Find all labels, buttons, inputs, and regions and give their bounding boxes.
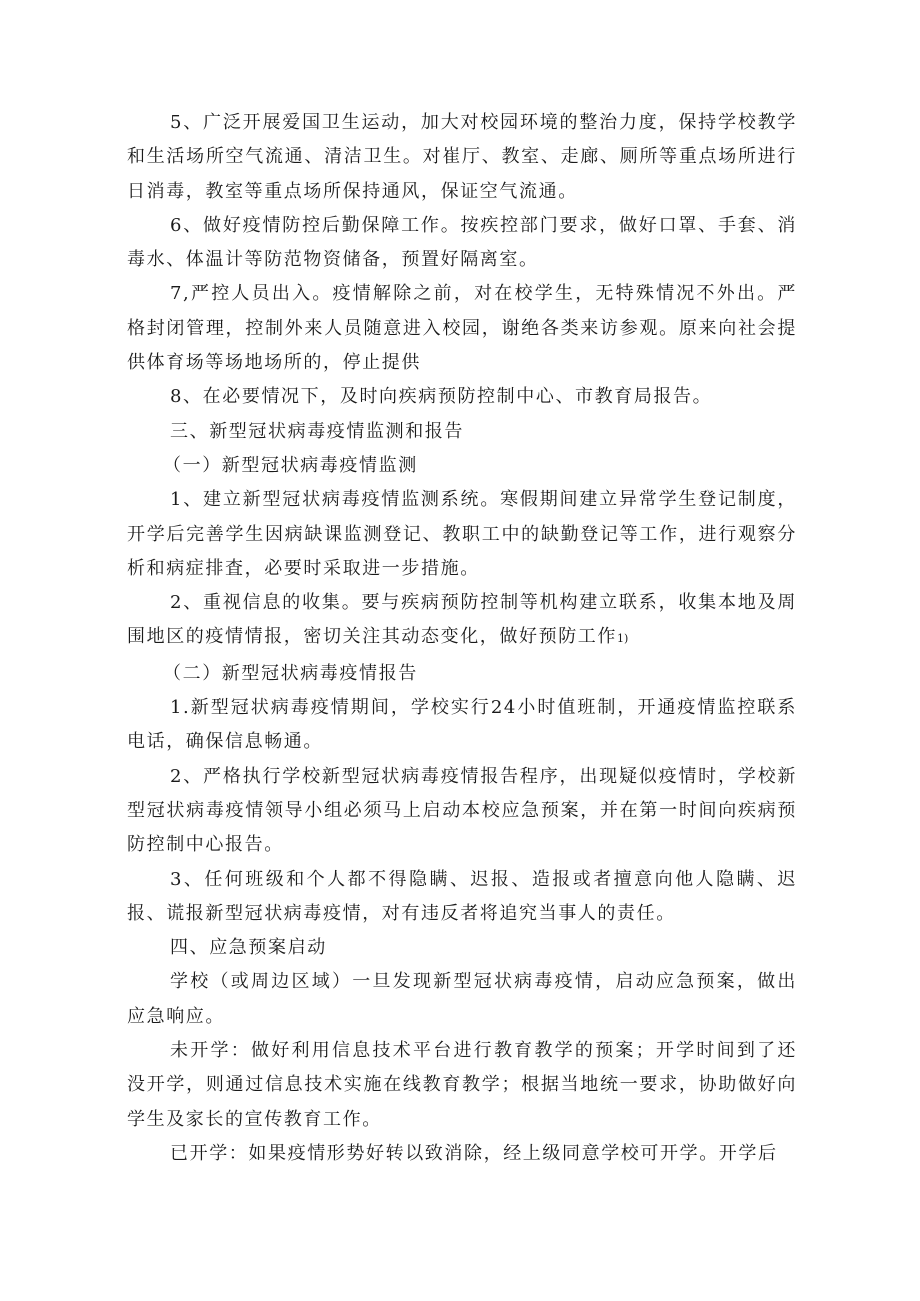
paragraph-item-5: 5、广泛开展爱国卫生运动，加大对校园环境的整治力度，保持学校教学和生活场所空气流通、清洁卫生。对崔厅、教室、走廊、厕所等重点场所进行日消毒，教室等重点场所保持通风，保证空气流通。 (127, 112, 797, 202)
subsection-1-heading: （一）新型冠状病毒疫情监测 (163, 454, 418, 476)
monitoring-paragraph-2-text: 2、重视信息的收集。要与疾病预防控制等机构建立联系，收集本地及周围地区的疫情情报，密切关注其动态变化，做好预防工作 (127, 592, 797, 648)
section-4-heading: 四、应急预案启动 (170, 937, 327, 959)
paragraph-item-7: 7,严控人员出入。疫情解除之前，对在校学生，无特殊情况不外出。严格封闭管理，控制外来人员随意进入校园，谢绝各类来访参观。原来向社会提供体育场等场地场所的，停止提供 (127, 283, 797, 374)
monitoring-paragraph-1: 1、建立新型冠状病毒疫情监测系统。寒假期间建立异常学生登记制度，开学后完善学生因病缺课监测登记、教职工中的缺勤登记等工作，进行观察分析和病症排査，必要时采取进一步措施。 (127, 489, 797, 579)
monitoring-paragraph-2 (127, 586, 797, 657)
emergency-paragraph-2: 未开学：做好利用信息技术平台进行教育教学的预案；开学时间到了还没开学，则通过信息技术实施在线教育教学；根据当地统一要求，协助做好向学生及家长的宣传教育工作。 (127, 1040, 797, 1130)
document-body (127, 106, 797, 1171)
report-paragraph-3: 3、任何班级和个人都不得隐瞒、迟报、造报或者擅意向他人隐瞒、迟报、谎报新型冠状病毒疫情，对有违反者将追究当事人的责任。 (127, 868, 797, 924)
section-3-heading: 三、新型冠状病毒疫情监测和报告 (170, 420, 464, 442)
paragraph-item-6: 6、做好疫情防控后勤保障工作。按疾控部门要求，做好口罩、手套、消毒水、体温计等防范物资储备，预置好隔离室。 (127, 214, 797, 271)
emergency-paragraph-1: 学校（或周边区域）一旦发现新型冠状病毒疫情，启动应急预案，做出应急响应。 (127, 971, 797, 1027)
report-paragraph-2: 2、严格执行学校新型冠状病毒疫情报告程序，出现疑似疫情时，学校新型冠状病毒疫情领导小组必须马上启动本校应急预案，并在第一时间向疾病预防控制中心报告。 (127, 765, 797, 856)
subsection-2-heading: （二）新型冠状病毒疫情报告 (163, 662, 418, 684)
emergency-paragraph-3: 已开学：如果疫情形势好转以致消除，经上级同意学校可开学。开学后 (170, 1142, 778, 1164)
report-paragraph-1: 1.新型冠状病毒疫情期间，学校实行24小时值班制，开通疫情监控联系电话，确保信息畅通。 (127, 697, 797, 753)
footnote-mark: 1) (617, 632, 629, 646)
paragraph-item-8: 8、在必要情况下，及时向疾病预防控制中心、市教育局报告。 (170, 386, 713, 408)
